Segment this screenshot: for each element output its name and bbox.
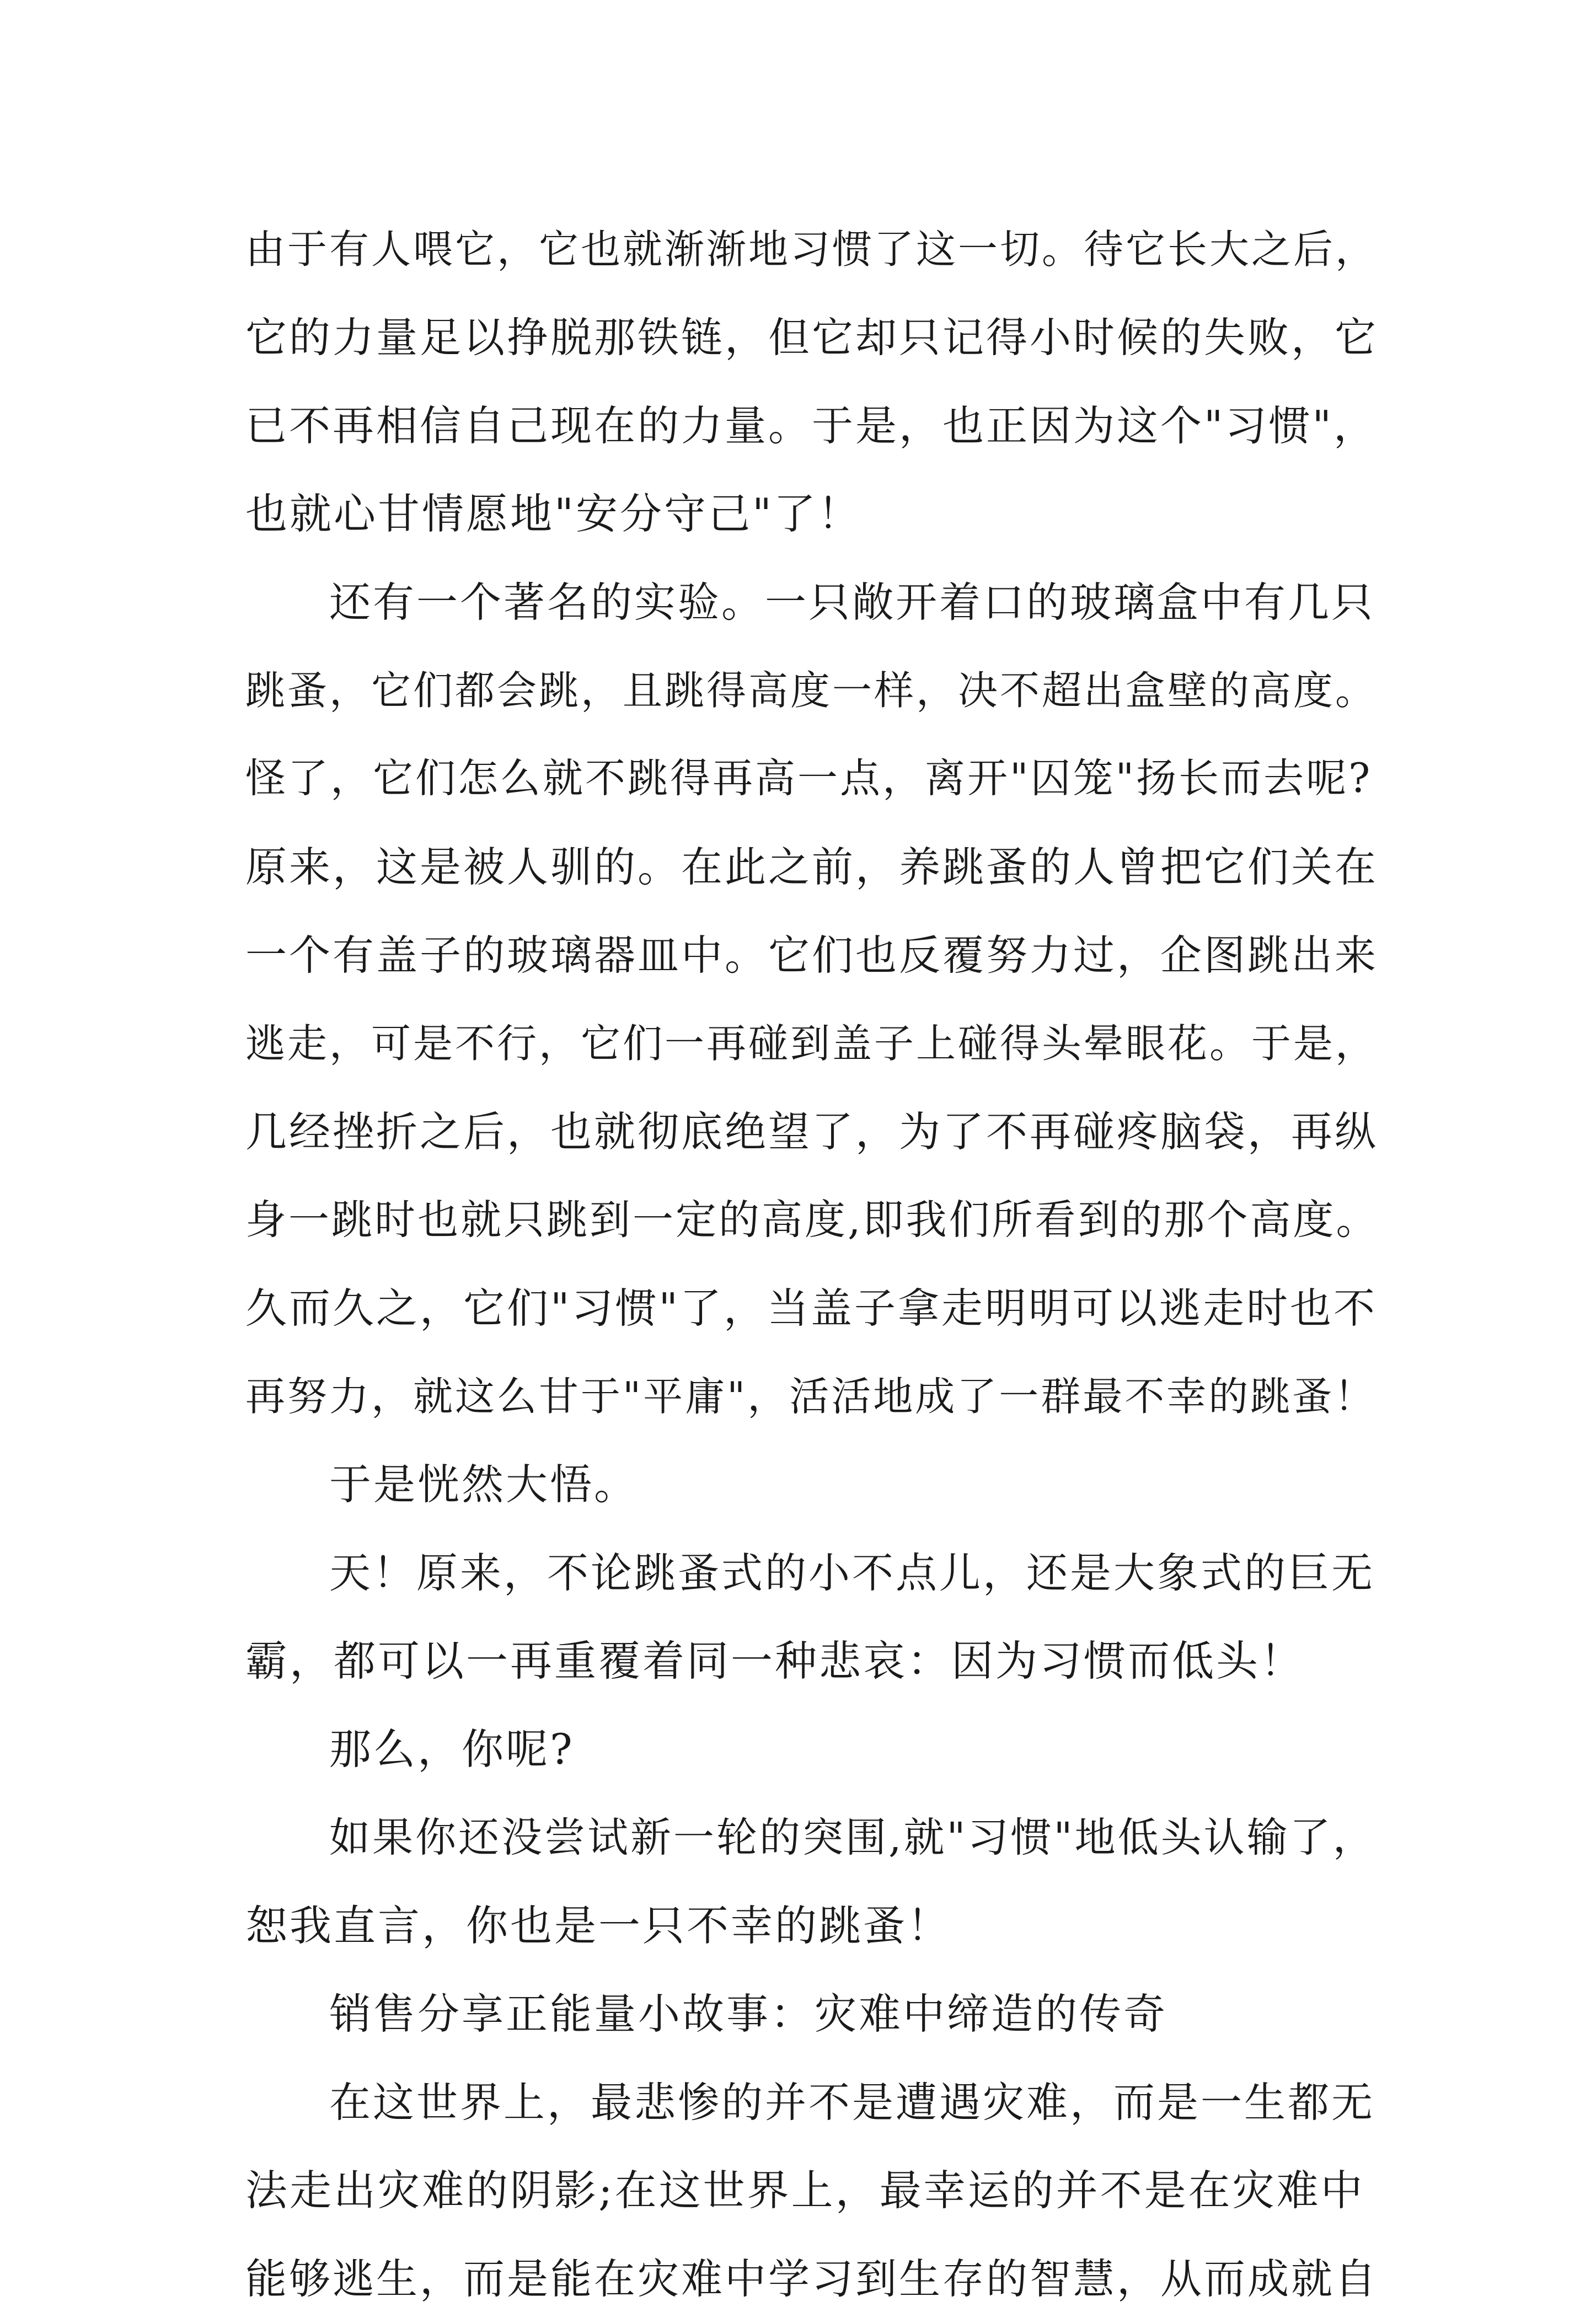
section-heading: 销售分享正能量小故事：灾难中缔造的传奇	[329, 1989, 1167, 2038]
text-line: 霸，都可以一再重覆着同一种悲哀：因为习惯而低头！	[245, 1636, 1304, 1685]
text-line: 久而久之，它们"习惯"了，当盖子拿走明明可以逃走时也不	[245, 1284, 1377, 1332]
text-line: 再努力，就这么甘于"平庸"，活活地成了一群最不幸的跳蚤！	[245, 1373, 1377, 1420]
text-line: 恕我直言，你也是一只不幸的跳蚤！	[245, 1901, 951, 1950]
text-line: 能够逃生，而是能在灾难中学习到生存的智慧，从而成就自	[245, 2255, 1379, 2303]
text-line: 也就心甘情愿地"安分守己"了！	[245, 489, 862, 538]
text-line: 跳蚤，它们都会跳，且跳得高度一样，决不超出盒壁的高度。	[245, 667, 1378, 714]
text-line: 几经挫折之后，也就彻底绝望了，为了不再碰疼脑袋，再纵	[245, 1107, 1379, 1156]
text-line: 法走出灾难的阴影;在这世界上，最幸运的并不是在灾难中	[245, 2166, 1365, 2215]
text-line: 它的力量足以挣脱那铁链，但它却只记得小时候的失败，它	[245, 313, 1379, 362]
text-line: 逃走，可是不行，它们一再碰到盖子上碰得头晕眼花。于是，	[245, 1020, 1378, 1067]
text-line: 原来，这是被人驯的。在此之前，养跳蚤的人曾把它们关在	[245, 843, 1379, 891]
text-line: 如果你还没尝试新一轮的突围,就"习惯"地低头认输了，	[329, 1814, 1376, 1861]
text-line: 于是恍然大悟。	[329, 1460, 638, 1509]
text-line: 在这世界上，最悲惨的并不是遭遇灾难，而是一生都无	[329, 2078, 1375, 2127]
text-line: 天！原来，不论跳蚤式的小不点儿，还是大象式的巨无	[329, 1549, 1375, 1597]
text-line: 那么，你呢?	[329, 1725, 575, 1774]
text-line: 身一跳时也就只跳到一定的高度,即我们所看到的那个高度。	[245, 1196, 1379, 1244]
text-line: 还有一个著名的实验。一只敞开着口的玻璃盒中有几只	[329, 578, 1375, 627]
text-line: 由于有人喂它，它也就渐渐地习惯了这一切。待它长大之后，	[245, 226, 1378, 272]
text-line: 一个有盖子的玻璃器皿中。它们也反覆努力过，企图跳出来	[245, 931, 1379, 979]
text-line: 怪了，它们怎么就不跳得再高一点，离开"囚笼"扬长而去呢?	[245, 755, 1373, 802]
body-text	[245, 205, 1381, 2323]
text-line: 已不再相信自己现在的力量。于是，也正因为这个"习惯"，	[245, 402, 1377, 450]
